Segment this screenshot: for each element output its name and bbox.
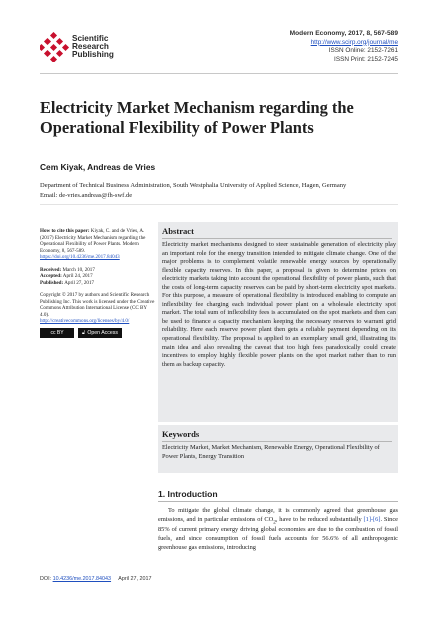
publisher-name-line1: Scientific [72, 34, 109, 43]
abstract-heading: Abstract [162, 226, 194, 236]
page-footer [40, 576, 152, 582]
license-link[interactable]: http://creativecommons.org/licenses/by/4.0/ [40, 318, 130, 324]
received-label: Received: [40, 266, 62, 273]
sidebar-info [40, 228, 155, 338]
cc-by-badge-label: cc BY [50, 329, 64, 336]
accepted-date: April 24, 2017 [62, 273, 93, 279]
keywords-divider [162, 441, 392, 442]
footer-doi-label: DOI: [40, 576, 52, 582]
dates-block [40, 267, 155, 287]
issn-print: ISSN Print: 2152-7245 [334, 55, 398, 63]
publisher-name-line3: Publishing [72, 50, 114, 60]
meta-divider [40, 204, 398, 205]
cc-by-badge[interactable] [40, 328, 74, 338]
open-access-label: Open Access [87, 329, 118, 336]
cite-text: Kiyak, C. and de Vries, A. (2017) Electricity Market Mechanism regarding the Operational Flexibility of Power Plants. Modern Economy, 8, 567-589. [40, 228, 146, 254]
keywords-heading: Keywords [162, 429, 200, 439]
keywords-text: Electricity Market, Market Mechanism, Renewable Energy, Operational Flexibility of Power Plants, Energy Transition [162, 444, 380, 460]
cite-doi-link[interactable]: https://doi.org/10.4236/me.2017.84043 [40, 254, 120, 260]
abstract-divider [162, 238, 392, 239]
paper-email[interactable]: Email: de-vries.andreas@fh-swf.de [40, 192, 133, 199]
intro-part1: To mitigate the global climate change, it is commonly agreed that greenhouse gas emissions, and in particular emissions of CO [158, 507, 398, 523]
intro-part2: , have to be reduced substantially [275, 515, 364, 523]
published-label: Published: [40, 279, 64, 286]
abstract-text: Electricity market mechanisms designed to steer sustainable generation of electricity play an important role for the energy transition intended to mitigate climate change. One of the major problems is to complement volatile renewable energy sources by operationally flexible capacity reserves. In this paper, a proposal is given to determine prices on electricity markets taking into account the operational flexibility of power plants, such that the costs of long-term capacity reserves can be paid by short-term electricity spot markets. For this purpose, a measure of operational flexibility is introduced enabling to compute an inflexibility fee charging each individual power plant on a wholesale electricity spot market. The total sum of inflexibility fees is accumulated on the spot markets and then can be used to finance a capacity mechanism keeping the necessary reserves to warrant grid reliability. Here each reserve power plant then gets a reliable payment depending on its operational flexibility. The proposal is applied to an exemplary small grid, illustrating its main idea and also revealing the caveat that too high fees paradoxically could create incentives to employ highly flexible power plants on the spot market rather than to run them as backup capacity. [162, 241, 396, 368]
intro-subscript: 2 [273, 518, 276, 525]
journal-citation: Modern Economy, 2017, 8, 567-589 [289, 30, 398, 37]
introduction-divider [158, 501, 398, 502]
cite-block [40, 228, 155, 261]
issn-online: ISSN Online: 2152-7261 [328, 47, 398, 55]
footer-doi-link[interactable]: 10.4236/me.2017.84043 [52, 576, 112, 582]
intro-part3: . Since 85% of current primary energy driving global economies are due to the combustion of fossil fuels, and since consumption of fossil fuels accounts for 56.6% of all anthropogenic greenhouse gas emissions, introducing [158, 515, 398, 551]
publisher-name-line2: Research [72, 42, 109, 52]
introduction-text [158, 507, 398, 552]
cite-heading: How to cite this paper: [40, 228, 90, 234]
publisher-name [72, 35, 114, 60]
published-date: April 27, 2017 [64, 279, 95, 286]
received-date: March 10, 2017 [62, 266, 95, 273]
paper-affiliation: Department of Technical Business Administration, South Westphalia University of Applied Science, Hagen, Germany [40, 182, 347, 189]
copyright-text: Copyright © 2017 by authors and Scientific Research Publishing Inc. This work is licensed under the Creative Commons Attribution International License (CC BY 4.0). [40, 292, 155, 318]
journal-url-link[interactable]: http://www.scirp.org/journal/me [310, 38, 398, 46]
footer-date: April 27, 2017 [118, 576, 152, 582]
accepted-label: Accepted: [40, 273, 62, 279]
introduction-heading: 1. Introduction [158, 489, 218, 499]
publisher-logo-icon [40, 32, 70, 62]
journal-info [290, 30, 398, 64]
paper-authors: Cem Kiyak, Andreas de Vries [40, 162, 156, 172]
open-access-lock-icon: 🔓︎ [82, 329, 86, 336]
open-access-badge[interactable] [78, 328, 122, 338]
license-badges [40, 328, 155, 338]
paper-title: Electricity Market Mechanism regarding the Operational Flexibility of Power Plants [40, 98, 354, 137]
intro-reference-link[interactable]: [1]-[6] [363, 515, 381, 523]
header-divider [40, 73, 398, 74]
